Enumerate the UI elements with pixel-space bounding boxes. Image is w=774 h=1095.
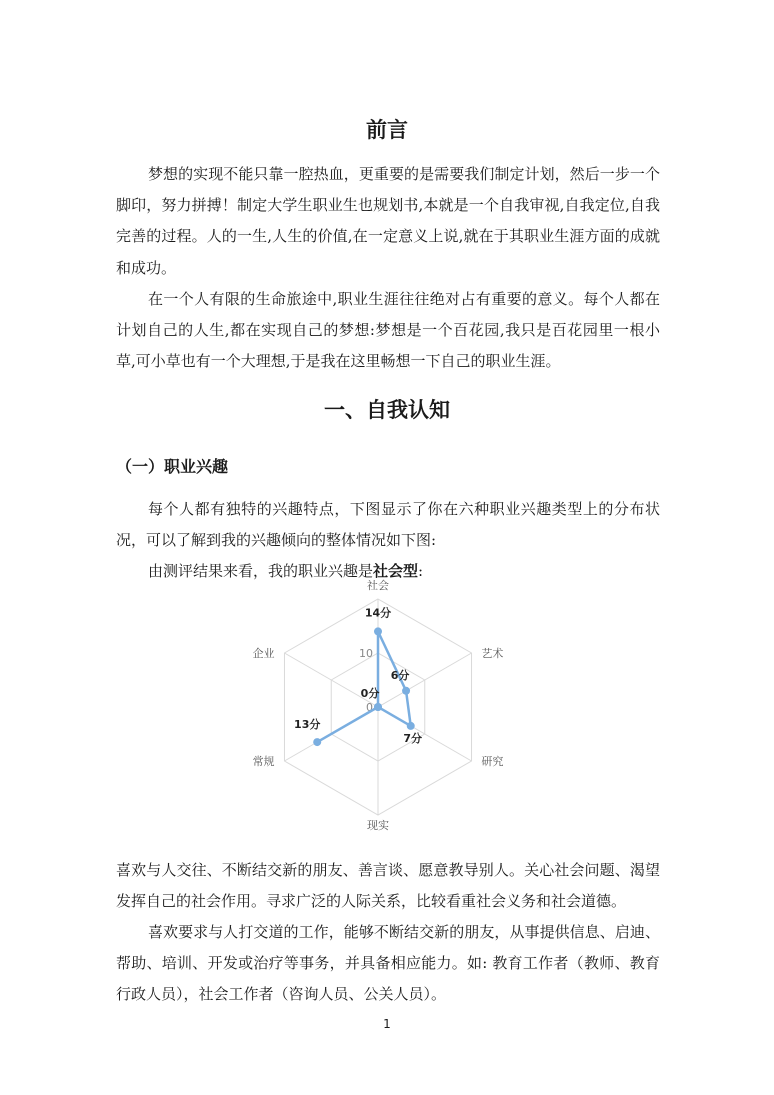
scale-tick-label: 0 (366, 701, 373, 714)
preface-paragraph-2: 在一个人有限的生命旅途中,职业生涯往往绝对占有重要的意义。每个人都在计划自己的人生,都在实现自己的梦想:梦想是一个百花园,我只是百花园里一根小草,可小草也有一个大理想,于是我在这里畅想一下自己的职业生涯。 (116, 290, 660, 371)
radar-scale-labels (359, 647, 373, 714)
scale-tick-label: 10 (359, 647, 373, 660)
axis-label: 社会 (367, 579, 389, 592)
data-label: 0分 (360, 687, 380, 700)
section-title: 一、自我认知 (324, 398, 450, 422)
social-type-description-2: 喜欢要求与人打交道的工作，能够不断结交新的朋友，从事提供信息、启迪、帮助、培训、开发或治疗等事务，并具备相应能力。如: 教育工作者（教师、教育行政人员），社会工作者（咨询人员、公关人员）。 (116, 923, 660, 1004)
data-point (374, 627, 382, 635)
data-point (407, 722, 415, 730)
axis-label: 艺术 (481, 647, 504, 660)
result-suffix: : (418, 562, 424, 580)
data-point (313, 738, 321, 746)
data-label: 13分 (294, 718, 321, 732)
axis-label: 现实 (367, 819, 389, 832)
result-type: 社会型 (373, 562, 419, 580)
radar-data-labels (294, 605, 422, 745)
interest-intro-paragraph: 每个人都有独特的兴趣特点，下图显示了你在六种职业兴趣类型上的分布状况，可以了解到我的兴趣倾向的整体情况如下图: (116, 500, 660, 550)
result-prefix: 由测评结果来看，我的职业兴趣是 (148, 562, 374, 580)
data-label: 6分 (390, 668, 410, 682)
axis-label: 常规 (252, 755, 275, 768)
preface-paragraph-1: 梦想的实现不能只靠一腔热血，更重要的是需要我们制定计划，然后一步一个脚印，努力拼搏！制定大学生职业生也规划书,本就是一个自我审视,自我定位,自我完善的过程。人的一生,人生的价值,在一定意义上说,就在于其职业生涯方面的成就和成功。 (116, 165, 660, 277)
interest-radar-chart (224, 579, 544, 848)
axis-label: 研究 (481, 755, 504, 768)
data-label: 7分 (403, 731, 423, 745)
preface-title: 前言 (366, 118, 408, 142)
subsection-title: （一）职业兴趣 (116, 457, 229, 476)
data-point (374, 703, 382, 711)
data-point (402, 687, 410, 695)
page-number: 1 (383, 1017, 391, 1031)
data-label: 14分 (364, 606, 392, 620)
social-type-description-1: 喜欢与人交往、不断结交新的朋友、善言谈、愿意教导别人。关心社会问题、渴望发挥自己的社会作用。寻求广泛的人际关系，比较看重社会义务和社会道德。 (116, 861, 660, 911)
axis-label: 企业 (252, 647, 275, 660)
